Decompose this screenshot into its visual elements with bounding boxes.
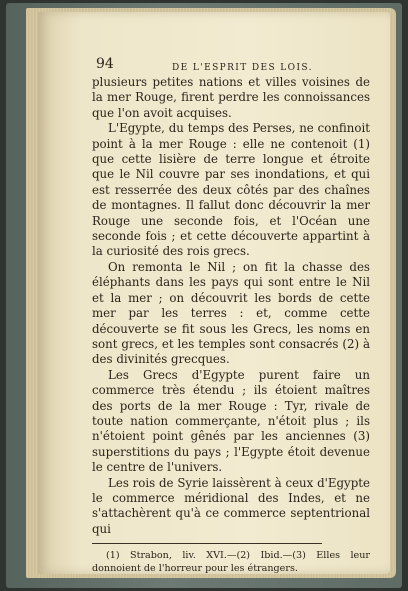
page-header (92, 58, 370, 75)
paragraph-continuation: plusieurs petites nations et villes voisines de la mer Rouge, firent perdre les connoissances que l'on avoit acquises. (92, 75, 370, 120)
running-head: DE L'ESPRIT DES LOIS. (172, 63, 313, 73)
page-number: 94 (96, 56, 114, 72)
footnote-rule (92, 543, 322, 544)
paragraph-syria: Les rois de Syrie laissèrent à ceux d'Egypte le commerce méridional des Indes, et ne s'attachèrent qu'à ce commerce septentrional qui (92, 475, 370, 536)
footnote: (1) Strabon, liv. XVI.—(2) Ibid.—(3) Elles leur donnoient de l'horreur pour les étrangers. (92, 550, 370, 574)
page-text (92, 58, 370, 575)
paragraph-greeks: Les Grecs d'Egypte purent faire un commerce très étendu ; ils étoient maîtres des ports de la mer Rouge : Tyr, rivale de toute nation commerçante, n'étoit plus ; ils n'étoient point gênés par les anciennes (3) superstitions du pays ; l'Egypte étoit devenue le centre de l'univers. (92, 367, 370, 475)
paragraph-nile: On remonta le Nil ; on fit la chasse des éléphants dans les pays qui sont entre le Nil et la mer ; on découvrit les bords de cette mer par les terres : et, comme cette découverte se fit sous les Grecs, les noms en sont grecs, et les temples sont consacrés (2) à des divinités grecques. (92, 259, 370, 367)
paragraph-egypt: L'Egypte, du temps des Perses, ne confinoit point à la mer Rouge : elle ne contenoit (1) que cette lisière de terre longue et étroite que le Nil couvre par ses inondations, et qui est resserrée des deux côtés par des chaînes de montagnes. Il fallut donc découvrir la mer Rouge une seconde fois, et l'Océan une seconde fois ; et cette découverte appartint à la curiosité des rois grecs. (92, 121, 370, 259)
